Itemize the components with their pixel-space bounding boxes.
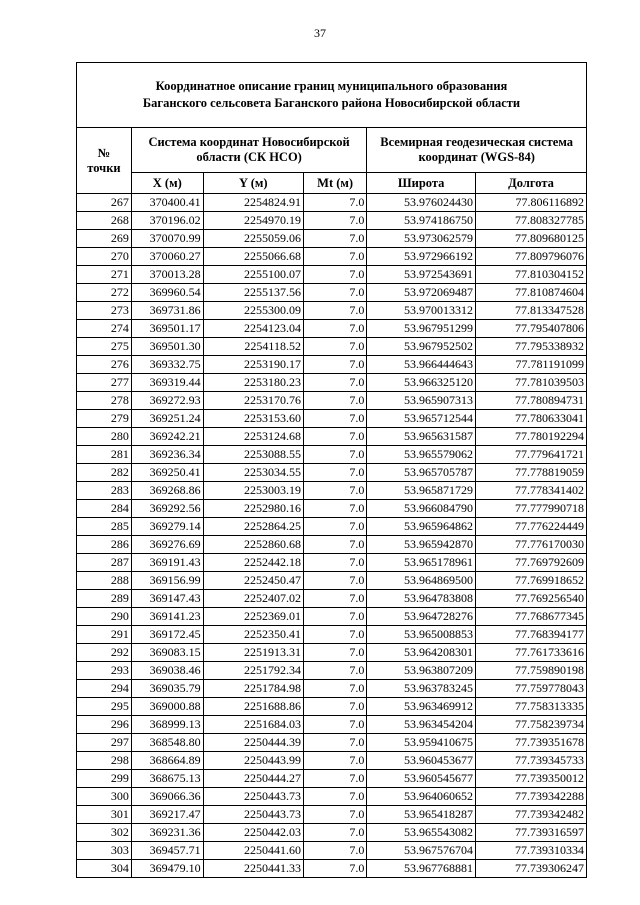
cell-point-number: 289 bbox=[77, 590, 132, 608]
cell-x: 369479.10 bbox=[131, 860, 203, 878]
header-y: Y (м) bbox=[203, 173, 303, 194]
cell-x: 369292.56 bbox=[131, 500, 203, 518]
cell-mt: 7.0 bbox=[303, 698, 366, 716]
cell-longitude: 77.739345733 bbox=[476, 752, 587, 770]
cell-y: 2251688.86 bbox=[203, 698, 303, 716]
cell-point-number: 303 bbox=[77, 842, 132, 860]
cell-mt: 7.0 bbox=[303, 302, 366, 320]
cell-y: 2253170.76 bbox=[203, 392, 303, 410]
header-point-number-line1: № bbox=[97, 145, 111, 160]
cell-mt: 7.0 bbox=[303, 212, 366, 230]
cell-mt: 7.0 bbox=[303, 446, 366, 464]
cell-latitude: 53.965579062 bbox=[367, 446, 476, 464]
cell-point-number: 302 bbox=[77, 824, 132, 842]
cell-latitude: 53.964060652 bbox=[367, 788, 476, 806]
cell-y: 2252864.25 bbox=[203, 518, 303, 536]
cell-x: 369083.15 bbox=[131, 644, 203, 662]
table-row bbox=[77, 518, 587, 536]
cell-x: 370013.28 bbox=[131, 266, 203, 284]
cell-x: 368675.13 bbox=[131, 770, 203, 788]
table-row bbox=[77, 464, 587, 482]
cell-mt: 7.0 bbox=[303, 770, 366, 788]
cell-point-number: 298 bbox=[77, 752, 132, 770]
table-row bbox=[77, 230, 587, 248]
cell-y: 2251792.34 bbox=[203, 662, 303, 680]
cell-mt: 7.0 bbox=[303, 320, 366, 338]
cell-longitude: 77.776224449 bbox=[476, 518, 587, 536]
cell-latitude: 53.964208301 bbox=[367, 644, 476, 662]
cell-longitude: 77.759890198 bbox=[476, 662, 587, 680]
cell-y: 2250441.60 bbox=[203, 842, 303, 860]
table-row bbox=[77, 734, 587, 752]
cell-x: 369276.69 bbox=[131, 536, 203, 554]
cell-longitude: 77.809680125 bbox=[476, 230, 587, 248]
cell-mt: 7.0 bbox=[303, 500, 366, 518]
cell-x: 369242.21 bbox=[131, 428, 203, 446]
header-group-wgs-line2: координат (WGS-84) bbox=[418, 150, 535, 164]
cell-y: 2254970.19 bbox=[203, 212, 303, 230]
cell-latitude: 53.967951299 bbox=[367, 320, 476, 338]
cell-y: 2250441.33 bbox=[203, 860, 303, 878]
table-title bbox=[77, 63, 587, 128]
cell-point-number: 267 bbox=[77, 194, 132, 212]
cell-x: 369236.34 bbox=[131, 446, 203, 464]
table-row bbox=[77, 194, 587, 212]
cell-mt: 7.0 bbox=[303, 806, 366, 824]
cell-latitude: 53.965418287 bbox=[367, 806, 476, 824]
table-body bbox=[77, 194, 587, 878]
cell-mt: 7.0 bbox=[303, 464, 366, 482]
cell-y: 2252450.47 bbox=[203, 572, 303, 590]
cell-y: 2252860.68 bbox=[203, 536, 303, 554]
cell-mt: 7.0 bbox=[303, 482, 366, 500]
table-row bbox=[77, 788, 587, 806]
cell-x: 369231.36 bbox=[131, 824, 203, 842]
table-row bbox=[77, 428, 587, 446]
cell-longitude: 77.758313335 bbox=[476, 698, 587, 716]
table-row bbox=[77, 248, 587, 266]
header-point-number bbox=[77, 128, 132, 194]
cell-x: 368999.13 bbox=[131, 716, 203, 734]
cell-longitude: 77.781039503 bbox=[476, 374, 587, 392]
cell-mt: 7.0 bbox=[303, 266, 366, 284]
cell-mt: 7.0 bbox=[303, 230, 366, 248]
cell-latitude: 53.965543082 bbox=[367, 824, 476, 842]
cell-point-number: 277 bbox=[77, 374, 132, 392]
cell-point-number: 275 bbox=[77, 338, 132, 356]
cell-x: 369035.79 bbox=[131, 680, 203, 698]
cell-latitude: 53.966084790 bbox=[367, 500, 476, 518]
cell-longitude: 77.777990718 bbox=[476, 500, 587, 518]
table-row bbox=[77, 806, 587, 824]
cell-latitude: 53.965907313 bbox=[367, 392, 476, 410]
cell-longitude: 77.810874604 bbox=[476, 284, 587, 302]
cell-longitude: 77.780894731 bbox=[476, 392, 587, 410]
cell-longitude: 77.769918652 bbox=[476, 572, 587, 590]
cell-latitude: 53.972966192 bbox=[367, 248, 476, 266]
table-row bbox=[77, 824, 587, 842]
cell-x: 369156.99 bbox=[131, 572, 203, 590]
table-row bbox=[77, 410, 587, 428]
cell-latitude: 53.964869500 bbox=[367, 572, 476, 590]
cell-x: 369141.23 bbox=[131, 608, 203, 626]
cell-mt: 7.0 bbox=[303, 680, 366, 698]
coordinate-table bbox=[76, 62, 587, 878]
cell-y: 2254118.52 bbox=[203, 338, 303, 356]
cell-x: 369501.30 bbox=[131, 338, 203, 356]
cell-longitude: 77.739351678 bbox=[476, 734, 587, 752]
cell-latitude: 53.967768881 bbox=[367, 860, 476, 878]
cell-longitude: 77.813347528 bbox=[476, 302, 587, 320]
cell-longitude: 77.779641721 bbox=[476, 446, 587, 464]
cell-longitude: 77.795407806 bbox=[476, 320, 587, 338]
cell-longitude: 77.809796076 bbox=[476, 248, 587, 266]
cell-latitude: 53.970013312 bbox=[367, 302, 476, 320]
cell-y: 2255100.07 bbox=[203, 266, 303, 284]
cell-x: 369250.41 bbox=[131, 464, 203, 482]
cell-latitude: 53.966444643 bbox=[367, 356, 476, 374]
cell-longitude: 77.761733616 bbox=[476, 644, 587, 662]
cell-mt: 7.0 bbox=[303, 734, 366, 752]
cell-point-number: 284 bbox=[77, 500, 132, 518]
cell-latitude: 53.967952502 bbox=[367, 338, 476, 356]
cell-point-number: 273 bbox=[77, 302, 132, 320]
cell-y: 2251913.31 bbox=[203, 644, 303, 662]
cell-y: 2253153.60 bbox=[203, 410, 303, 428]
header-group-local bbox=[131, 128, 366, 173]
table-row bbox=[77, 320, 587, 338]
cell-latitude: 53.972543691 bbox=[367, 266, 476, 284]
cell-mt: 7.0 bbox=[303, 518, 366, 536]
cell-mt: 7.0 bbox=[303, 842, 366, 860]
table-row bbox=[77, 716, 587, 734]
cell-point-number: 297 bbox=[77, 734, 132, 752]
cell-point-number: 301 bbox=[77, 806, 132, 824]
cell-point-number: 294 bbox=[77, 680, 132, 698]
cell-x: 369501.17 bbox=[131, 320, 203, 338]
cell-latitude: 53.965178961 bbox=[367, 554, 476, 572]
cell-point-number: 292 bbox=[77, 644, 132, 662]
cell-longitude: 77.780633041 bbox=[476, 410, 587, 428]
cell-latitude: 53.963807209 bbox=[367, 662, 476, 680]
cell-y: 2252369.01 bbox=[203, 608, 303, 626]
cell-point-number: 279 bbox=[77, 410, 132, 428]
table-title-line1: Координатное описание границ муниципального образования bbox=[155, 79, 508, 93]
header-longitude: Долгота bbox=[476, 173, 587, 194]
cell-longitude: 77.780192294 bbox=[476, 428, 587, 446]
table-row bbox=[77, 284, 587, 302]
header-x: X (м) bbox=[131, 173, 203, 194]
cell-x: 368664.89 bbox=[131, 752, 203, 770]
cell-latitude: 53.960545677 bbox=[367, 770, 476, 788]
table-row bbox=[77, 266, 587, 284]
cell-y: 2255066.68 bbox=[203, 248, 303, 266]
cell-point-number: 285 bbox=[77, 518, 132, 536]
cell-y: 2253003.19 bbox=[203, 482, 303, 500]
cell-mt: 7.0 bbox=[303, 374, 366, 392]
cell-mt: 7.0 bbox=[303, 590, 366, 608]
cell-y: 2251684.03 bbox=[203, 716, 303, 734]
cell-y: 2252350.41 bbox=[203, 626, 303, 644]
cell-y: 2250443.73 bbox=[203, 806, 303, 824]
cell-mt: 7.0 bbox=[303, 572, 366, 590]
cell-latitude: 53.965008853 bbox=[367, 626, 476, 644]
cell-point-number: 293 bbox=[77, 662, 132, 680]
cell-mt: 7.0 bbox=[303, 626, 366, 644]
cell-mt: 7.0 bbox=[303, 194, 366, 212]
cell-latitude: 53.976024430 bbox=[367, 194, 476, 212]
cell-point-number: 268 bbox=[77, 212, 132, 230]
cell-y: 2253190.17 bbox=[203, 356, 303, 374]
cell-x: 369172.45 bbox=[131, 626, 203, 644]
cell-mt: 7.0 bbox=[303, 554, 366, 572]
cell-mt: 7.0 bbox=[303, 338, 366, 356]
cell-y: 2252442.18 bbox=[203, 554, 303, 572]
cell-y: 2250442.03 bbox=[203, 824, 303, 842]
cell-mt: 7.0 bbox=[303, 428, 366, 446]
cell-point-number: 282 bbox=[77, 464, 132, 482]
cell-longitude: 77.769256540 bbox=[476, 590, 587, 608]
cell-point-number: 272 bbox=[77, 284, 132, 302]
table-row bbox=[77, 392, 587, 410]
cell-point-number: 278 bbox=[77, 392, 132, 410]
cell-point-number: 291 bbox=[77, 626, 132, 644]
table-row bbox=[77, 302, 587, 320]
cell-x: 369251.24 bbox=[131, 410, 203, 428]
cell-x: 370060.27 bbox=[131, 248, 203, 266]
cell-y: 2253034.55 bbox=[203, 464, 303, 482]
table-row bbox=[77, 212, 587, 230]
table-title-line2: Баганского сельсовета Баганского района Новосибирской области bbox=[142, 96, 521, 110]
cell-mt: 7.0 bbox=[303, 644, 366, 662]
table-header bbox=[77, 63, 587, 194]
table-row bbox=[77, 500, 587, 518]
cell-latitude: 53.965712544 bbox=[367, 410, 476, 428]
cell-mt: 7.0 bbox=[303, 392, 366, 410]
cell-y: 2253088.55 bbox=[203, 446, 303, 464]
cell-point-number: 288 bbox=[77, 572, 132, 590]
cell-point-number: 283 bbox=[77, 482, 132, 500]
cell-y: 2255137.56 bbox=[203, 284, 303, 302]
header-group-wgs bbox=[367, 128, 587, 173]
cell-point-number: 271 bbox=[77, 266, 132, 284]
cell-point-number: 286 bbox=[77, 536, 132, 554]
cell-y: 2250443.73 bbox=[203, 788, 303, 806]
cell-latitude: 53.963783245 bbox=[367, 680, 476, 698]
table-row bbox=[77, 662, 587, 680]
cell-y: 2251784.98 bbox=[203, 680, 303, 698]
table-row bbox=[77, 446, 587, 464]
cell-longitude: 77.768394177 bbox=[476, 626, 587, 644]
cell-mt: 7.0 bbox=[303, 860, 366, 878]
cell-x: 369268.86 bbox=[131, 482, 203, 500]
cell-y: 2255059.06 bbox=[203, 230, 303, 248]
cell-latitude: 53.973062579 bbox=[367, 230, 476, 248]
table-row bbox=[77, 608, 587, 626]
cell-longitude: 77.758239734 bbox=[476, 716, 587, 734]
cell-mt: 7.0 bbox=[303, 356, 366, 374]
cell-point-number: 296 bbox=[77, 716, 132, 734]
cell-latitude: 53.972069487 bbox=[367, 284, 476, 302]
cell-x: 369319.44 bbox=[131, 374, 203, 392]
cell-x: 369066.36 bbox=[131, 788, 203, 806]
cell-point-number: 290 bbox=[77, 608, 132, 626]
cell-x: 369191.43 bbox=[131, 554, 203, 572]
header-group-wgs-line1: Всемирная геодезическая система bbox=[380, 135, 574, 149]
cell-y: 2254123.04 bbox=[203, 320, 303, 338]
cell-point-number: 304 bbox=[77, 860, 132, 878]
header-point-number-line2: точки bbox=[87, 160, 121, 175]
cell-y: 2255300.09 bbox=[203, 302, 303, 320]
table-row bbox=[77, 572, 587, 590]
table-row bbox=[77, 752, 587, 770]
cell-x: 370196.02 bbox=[131, 212, 203, 230]
cell-latitude: 53.963454204 bbox=[367, 716, 476, 734]
cell-mt: 7.0 bbox=[303, 752, 366, 770]
cell-point-number: 269 bbox=[77, 230, 132, 248]
cell-y: 2252407.02 bbox=[203, 590, 303, 608]
cell-point-number: 281 bbox=[77, 446, 132, 464]
cell-y: 2253180.23 bbox=[203, 374, 303, 392]
cell-latitude: 53.965705787 bbox=[367, 464, 476, 482]
cell-longitude: 77.778819059 bbox=[476, 464, 587, 482]
table-row bbox=[77, 680, 587, 698]
cell-y: 2250443.99 bbox=[203, 752, 303, 770]
cell-latitude: 53.966325120 bbox=[367, 374, 476, 392]
cell-latitude: 53.964783808 bbox=[367, 590, 476, 608]
table-row bbox=[77, 770, 587, 788]
cell-x: 369272.93 bbox=[131, 392, 203, 410]
cell-longitude: 77.739316597 bbox=[476, 824, 587, 842]
cell-x: 369731.86 bbox=[131, 302, 203, 320]
cell-x: 369147.43 bbox=[131, 590, 203, 608]
table-row bbox=[77, 590, 587, 608]
table-row bbox=[77, 626, 587, 644]
cell-mt: 7.0 bbox=[303, 536, 366, 554]
table-row bbox=[77, 338, 587, 356]
cell-longitude: 77.806116892 bbox=[476, 194, 587, 212]
cell-point-number: 270 bbox=[77, 248, 132, 266]
cell-point-number: 287 bbox=[77, 554, 132, 572]
cell-x: 369279.14 bbox=[131, 518, 203, 536]
cell-y: 2250444.39 bbox=[203, 734, 303, 752]
header-group-local-line1: Система координат Новосибирской bbox=[148, 135, 350, 149]
cell-point-number: 274 bbox=[77, 320, 132, 338]
cell-x: 370070.99 bbox=[131, 230, 203, 248]
coordinate-table-frame bbox=[76, 62, 587, 878]
cell-point-number: 300 bbox=[77, 788, 132, 806]
cell-x: 370400.41 bbox=[131, 194, 203, 212]
table-row bbox=[77, 554, 587, 572]
cell-latitude: 53.964728276 bbox=[367, 608, 476, 626]
cell-longitude: 77.739350012 bbox=[476, 770, 587, 788]
cell-longitude: 77.769792609 bbox=[476, 554, 587, 572]
cell-point-number: 299 bbox=[77, 770, 132, 788]
cell-latitude: 53.967576704 bbox=[367, 842, 476, 860]
table-row bbox=[77, 374, 587, 392]
cell-mt: 7.0 bbox=[303, 716, 366, 734]
cell-x: 369000.88 bbox=[131, 698, 203, 716]
cell-longitude: 77.739310334 bbox=[476, 842, 587, 860]
table-row bbox=[77, 860, 587, 878]
header-group-local-line2: области (СК НСО) bbox=[196, 150, 302, 164]
cell-point-number: 280 bbox=[77, 428, 132, 446]
cell-mt: 7.0 bbox=[303, 284, 366, 302]
table-row bbox=[77, 698, 587, 716]
cell-longitude: 77.759778043 bbox=[476, 680, 587, 698]
cell-latitude: 53.974186750 bbox=[367, 212, 476, 230]
cell-longitude: 77.795338932 bbox=[476, 338, 587, 356]
cell-x: 369217.47 bbox=[131, 806, 203, 824]
header-latitude: Широта bbox=[367, 173, 476, 194]
table-row bbox=[77, 842, 587, 860]
cell-longitude: 77.768677345 bbox=[476, 608, 587, 626]
cell-longitude: 77.810304152 bbox=[476, 266, 587, 284]
cell-y: 2254824.91 bbox=[203, 194, 303, 212]
cell-longitude: 77.778341402 bbox=[476, 482, 587, 500]
table-row bbox=[77, 536, 587, 554]
cell-latitude: 53.965871729 bbox=[367, 482, 476, 500]
table-row bbox=[77, 356, 587, 374]
cell-mt: 7.0 bbox=[303, 824, 366, 842]
table-row bbox=[77, 644, 587, 662]
page-number: 37 bbox=[314, 26, 326, 40]
cell-longitude: 77.739342482 bbox=[476, 806, 587, 824]
cell-latitude: 53.965942870 bbox=[367, 536, 476, 554]
header-mt: Mt (м) bbox=[303, 173, 366, 194]
cell-x: 368548.80 bbox=[131, 734, 203, 752]
cell-longitude: 77.781191099 bbox=[476, 356, 587, 374]
cell-point-number: 276 bbox=[77, 356, 132, 374]
cell-latitude: 53.960453677 bbox=[367, 752, 476, 770]
cell-point-number: 295 bbox=[77, 698, 132, 716]
cell-latitude: 53.959410675 bbox=[367, 734, 476, 752]
cell-mt: 7.0 bbox=[303, 608, 366, 626]
cell-mt: 7.0 bbox=[303, 248, 366, 266]
cell-longitude: 77.739306247 bbox=[476, 860, 587, 878]
cell-longitude: 77.776170030 bbox=[476, 536, 587, 554]
cell-x: 369332.75 bbox=[131, 356, 203, 374]
table-row bbox=[77, 482, 587, 500]
cell-mt: 7.0 bbox=[303, 788, 366, 806]
cell-longitude: 77.739342288 bbox=[476, 788, 587, 806]
cell-mt: 7.0 bbox=[303, 662, 366, 680]
cell-mt: 7.0 bbox=[303, 410, 366, 428]
cell-x: 369960.54 bbox=[131, 284, 203, 302]
cell-y: 2252980.16 bbox=[203, 500, 303, 518]
cell-latitude: 53.965964862 bbox=[367, 518, 476, 536]
cell-longitude: 77.808327785 bbox=[476, 212, 587, 230]
cell-x: 369038.46 bbox=[131, 662, 203, 680]
cell-x: 369457.71 bbox=[131, 842, 203, 860]
cell-y: 2253124.68 bbox=[203, 428, 303, 446]
cell-latitude: 53.965631587 bbox=[367, 428, 476, 446]
cell-latitude: 53.963469912 bbox=[367, 698, 476, 716]
cell-y: 2250444.27 bbox=[203, 770, 303, 788]
